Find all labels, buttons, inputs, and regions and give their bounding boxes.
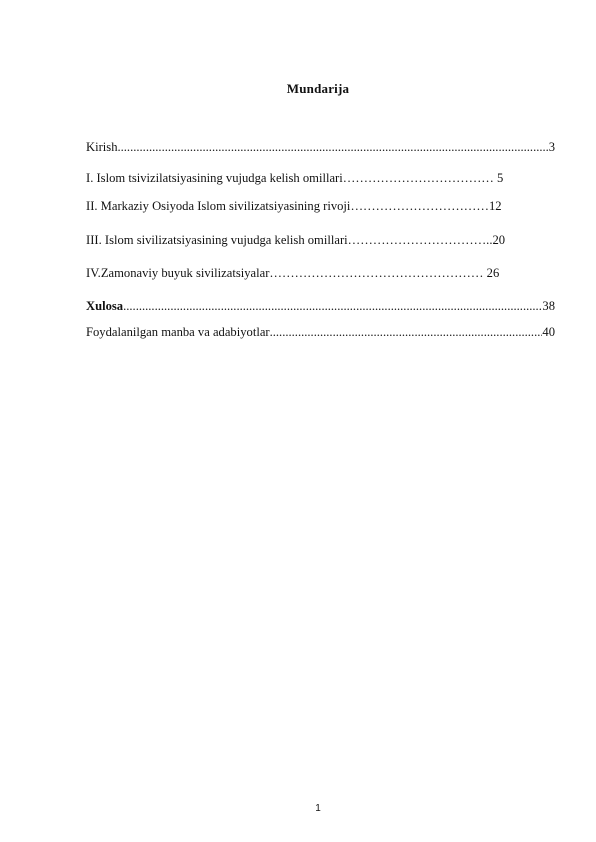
toc-item-label: Kirish [86,140,118,154]
toc-item-label: IV.Zamonaviy buyuk sivilizatsiyalar [86,266,270,280]
toc-dot-leader [123,298,542,314]
toc-item-page: 38 [542,299,555,313]
toc-dot-leader: ……………………………… [342,171,498,185]
page-title: Mundarija [286,81,350,96]
toc-dot-leader: …………………………………………… [269,266,487,280]
toc-item-chapter-3[interactable] [86,232,505,248]
toc-dot-leader: …………………………… [350,199,489,213]
toc-item-page: 12 [488,199,502,213]
toc-item-label: II. Markaziy Osiyoda Islom sivilizatsiyasining rivoji [86,199,351,213]
toc-item-chapter-1[interactable] [86,170,503,186]
toc-item-label: III. Islom sivilizatsiyasining vujudga kelish omillari [86,233,348,247]
toc-item-references[interactable] [86,324,555,340]
toc-item-page: 3 [548,140,555,154]
toc-item-page: 26 [486,266,500,280]
toc-item-chapter-2[interactable] [86,198,502,214]
toc-item-label: Xulosa [86,299,124,313]
toc-item-xulosa[interactable] [86,298,555,314]
toc-item-page: 20 [492,233,506,247]
toc-item-kirish[interactable] [86,139,555,155]
toc-dot-leader: …………………………….. [347,233,493,247]
toc-item-page: 40 [542,325,555,339]
toc-item-label: I. Islom tsivizilatsiyasining vujudga kelish omillari [86,171,343,185]
page-number: 1 [315,803,321,814]
toc-dot-leader [117,139,548,155]
toc-item-page: 5 [497,171,504,185]
toc-dot-leader [270,324,543,340]
toc-item-label: Foydalanilgan manba va adabiyotlar [86,325,270,339]
toc-item-chapter-4[interactable] [86,265,499,281]
